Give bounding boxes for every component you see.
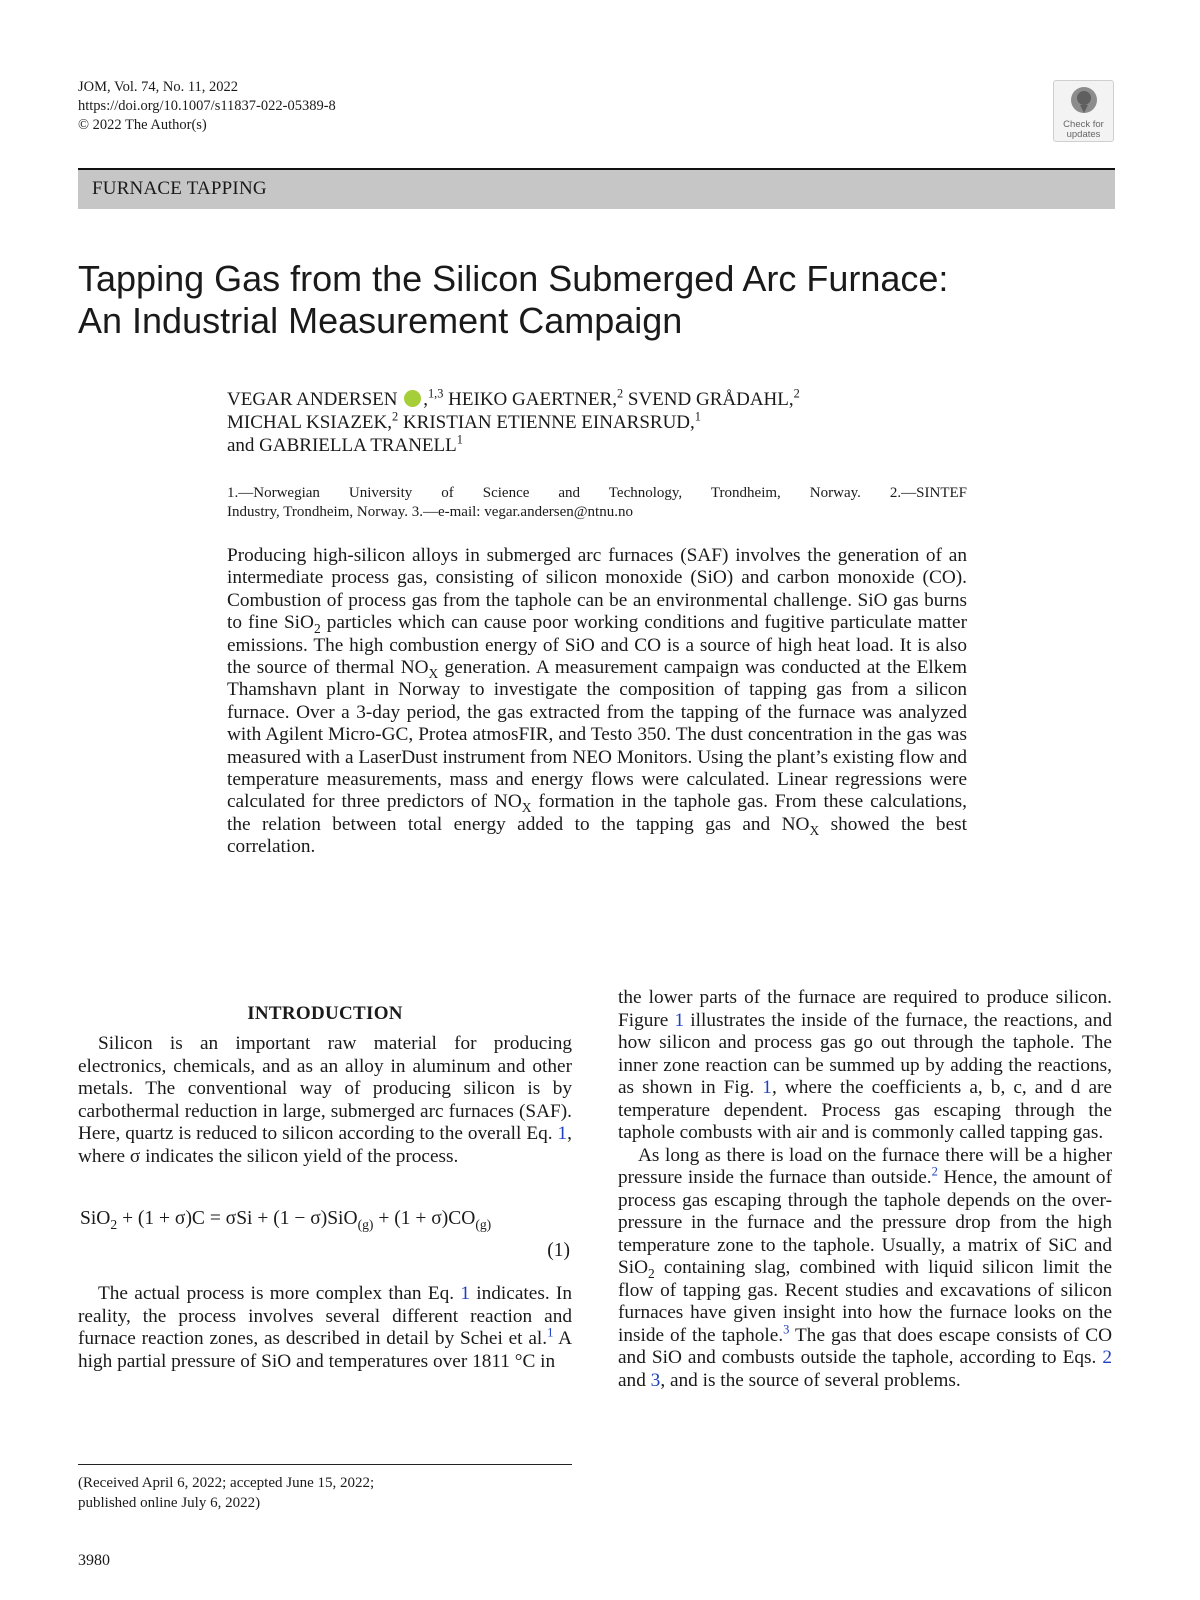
eq-subscript: (g) xyxy=(475,1216,492,1232)
body-text: illustrates the inside of the furnace, the reactions, and how silicon and process gas go out through the taphole. The inner zone reaction can be summed up by adding the reactions, as shown in Fig. xyxy=(618,1009,1112,1098)
eq-text: + (1 + σ)C = σSi + (1 − σ)SiO xyxy=(117,1208,358,1229)
eq-text: SiO xyxy=(80,1208,111,1229)
crossmark-label-2: updates xyxy=(1066,129,1101,140)
footnote-rule xyxy=(78,1464,572,1465)
author-affil-mark: 2 xyxy=(392,409,399,424)
left-column-para-1 xyxy=(78,1033,572,1168)
subscript: X xyxy=(428,665,439,681)
author-affil-mark: 1 xyxy=(694,409,701,424)
author-name: MICHAL KSIAZEK, xyxy=(227,412,393,433)
equation-ref-link[interactable]: 1 xyxy=(460,1283,471,1304)
body-text: A high partial pressure of SiO and temperatures over 1811 °C in xyxy=(78,1328,572,1372)
body-text: The actual process is more complex than Eq. xyxy=(98,1283,461,1304)
affiliation-line-2: Industry, Trondheim, Norway. 3.—e-mail: vegar.andersen@ntnu.no xyxy=(227,504,633,520)
author-affil-mark: 2 xyxy=(616,386,624,401)
body-text: indicates. In reality, the process involves several different reaction and furnace reaction zones, as described in detail by Schei et al. xyxy=(78,1283,572,1349)
abstract-text: showed the best correlation. xyxy=(227,813,967,858)
crossmark-label-1: Check for xyxy=(1063,119,1104,130)
author-affil-mark: 1,3 xyxy=(427,386,444,401)
author-name: HEIKO GAERTNER, xyxy=(448,389,617,410)
equation-number: (1) xyxy=(547,1240,570,1261)
author-affil-mark: 2 xyxy=(793,386,800,401)
author-list xyxy=(227,388,987,457)
citation-link[interactable]: 3 xyxy=(783,1322,790,1337)
author-name: VEGAR ANDERSEN xyxy=(227,389,398,410)
eq-subscript: 2 xyxy=(110,1216,118,1232)
section-heading-introduction: INTRODUCTION xyxy=(247,1003,403,1024)
affiliations xyxy=(227,484,967,522)
author-line-1: VEGAR ANDERSEN ,$^{1,3}$ HEIKO GAERTNER,$^2$ SVEND GRÅDAHL,$^2$ xyxy=(227,386,800,410)
page-number: 3980 xyxy=(78,1552,110,1569)
body-text: and xyxy=(618,1369,651,1391)
received-dates xyxy=(78,1473,374,1513)
equation-ref-link[interactable]: 3 xyxy=(650,1369,661,1391)
doi-link[interactable]: https://doi.org/10.1007/s11837-022-05389-8 xyxy=(78,98,336,114)
orcid-icon[interactable] xyxy=(404,390,421,407)
author-name: and GABRIELLA TRANELL xyxy=(227,435,457,456)
body-text: , where the coefficients a, b, c, and d are temperature dependent. Process gas escaping through the taphole combusts with air and is commonly called tapping gas. xyxy=(618,1077,1112,1143)
abstract-text: Producing high-silicon alloys in submerged arc furnaces (SAF) involves the generation of an intermediate process gas, consisting of silicon monoxide (SiO) and carbon monoxide (CO). Combustion of process gas from the taphole can be an environmental challenge. SiO gas burns to fine SiO xyxy=(227,545,967,634)
body-text: Hence, the amount of process gas escaping through the taphole depends on the over-pressure in the furnace and the pressure drop from the high temperature zone to the taphole. Usually, a matrix of SiC and SiO xyxy=(618,1167,1112,1278)
subscript: X xyxy=(521,800,532,816)
body-text: , where σ indicates the silicon yield of the process. xyxy=(78,1123,572,1167)
affiliation-line-1: 1.—Norwegian University of Science and Technology, Trondheim, Norway. 2.—SINTEF xyxy=(227,485,967,501)
author-line-2 xyxy=(227,411,987,434)
subscript: X xyxy=(809,822,820,838)
equation-ref-link[interactable]: 1 xyxy=(557,1123,568,1144)
body-text: Silicon is an important raw material for producing electronics, chemicals, and as an alloy in aluminum and other metals. The conventional way of producing silicon is by carbothermal reduction in large, submerged arc furnaces (SAF). Here, quartz is reduced to silicon according to the overall Eq. xyxy=(78,1033,572,1144)
author-name: KRISTIAN ETIENNE EINARSRUD, xyxy=(402,412,695,433)
abstract-text: formation in the taphole gas. From these calculations, the relation between total energy added to the tapping gas and NO xyxy=(227,791,967,835)
copyright-notice: © 2022 The Author(s) xyxy=(78,117,207,133)
journal-citation: JOM, Vol. 74, No. 11, 2022 xyxy=(78,79,239,95)
author-line-3 xyxy=(227,434,987,457)
subscript: 2 xyxy=(648,1265,655,1281)
citation-link[interactable]: 1 xyxy=(547,1325,554,1340)
abstract-text: generation. A measurement campaign was conducted at the Elkem Thamshavn plant in Norway to investigate the composition of tapping gas from a silicon furnace. Over a 3-day period, the gas extracted from the tapping of the furnace was analyzed with Agilent Micro-GC, Protea atmosFIR, and Testo 350. The dust concentration in the gas was measured with a LaserDust instrument from NEO Monitors. Using the plant’s existing flow and temperature measurements, mass and energy flows were calculated. Linear regressions were calculated for three predictors of NO xyxy=(227,657,967,813)
title-line-1: Tapping Gas from the Silicon Submerged Arc Furnace: xyxy=(78,258,949,299)
article-title xyxy=(78,258,1118,342)
figure-ref-link[interactable]: 1 xyxy=(674,1009,685,1031)
author-name: SVEND GRÅDAHL, xyxy=(627,389,794,410)
figure-ref-link[interactable]: 1 xyxy=(762,1077,772,1098)
section-banner xyxy=(78,170,1115,209)
citation-link[interactable]: 2 xyxy=(931,1164,938,1179)
journal-meta xyxy=(78,78,336,135)
equation-ref-link[interactable]: 2 xyxy=(1102,1347,1112,1368)
equation-1 xyxy=(80,1207,570,1263)
section-label: FURNACE TAPPING xyxy=(92,178,267,199)
abstract xyxy=(227,545,967,859)
crossmark-icon xyxy=(1069,85,1099,115)
author-affil-mark: 1 xyxy=(456,432,463,447)
body-text: , and is the source of several problems. xyxy=(660,1369,961,1391)
eq-subscript: (g) xyxy=(357,1216,374,1232)
title-line-2: An Industrial Measurement Campaign xyxy=(78,300,683,341)
right-column xyxy=(618,987,1112,1392)
eq-text: + (1 + σ)CO xyxy=(373,1208,476,1229)
body-text: containing slag, combined with liquid silicon limit the flow of tapping gas. Recent studies and excavations of silicon furnaces have given insight into how the furnace looks on the inside of the taphole. xyxy=(618,1257,1112,1346)
abstract-text: particles which can cause poor working conditions and fugitive particulate matter emissions. The high combustion energy of SiO and CO is a source of high heat load. It is also the source of thermal NO xyxy=(227,612,967,679)
footnote-line: (Received April 6, 2022; accepted June 15, 2022; xyxy=(78,1475,375,1491)
body-text: As long as there is load on the furnace there will be a higher pressure inside the furnace than outside. xyxy=(618,1144,1112,1188)
subscript: 2 xyxy=(313,621,321,637)
body-text: The gas that does escape consists of CO and SiO and combusts outside the taphole, according to Eqs. xyxy=(618,1324,1112,1368)
left-column-para-2 xyxy=(78,1283,572,1373)
footnote-line: published online July 6, 2022) xyxy=(78,1495,261,1511)
check-for-updates-button[interactable] xyxy=(1053,80,1114,142)
body-text: the lower parts of the furnace are required to produce silicon. Figure xyxy=(618,987,1112,1031)
